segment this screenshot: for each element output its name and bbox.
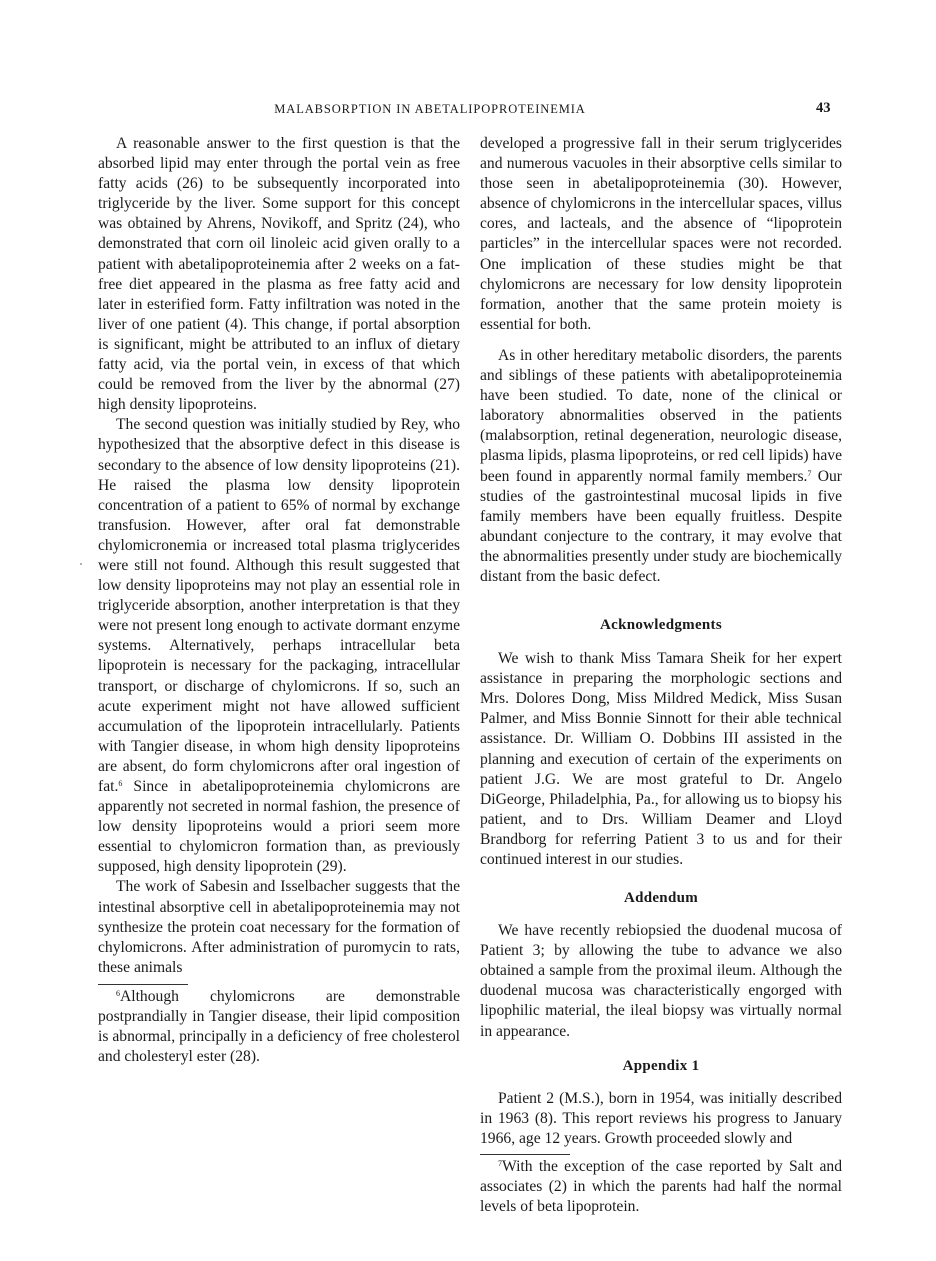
margin-mark (80, 563, 82, 565)
running-head: MALABSORPTION IN ABETALIPOPROTEINEMIA (274, 102, 586, 116)
footnote-rule-right (480, 1154, 570, 1155)
left-paragraph-1: A reasonable answer to the first question is that the absorbed lipid may enter through the portal vein as free fatty acids (26) to be subsequently incorporated into triglyceride by the liver. Some support for this concept was obtained by Ahrens, Novikoff, and Spritz (24), who demonstrated that corn oil linoleic acid given orally to a patient with abetalipoproteinemia after 2 weeks on a fat-free diet appeared in the plasma as free fatty acid and later in esterified form. Fatty infiltration was noted in the liver of one patient (4). This change, if portal absorption is significant, might be attributed to an influx of dietary fatty acid, via the portal vein, in excess of that which could be removed from the liver by the abnormal (27) high density lipoproteins. (98, 135, 460, 414)
footnote-6-text: Although chylomicrons are demonstrable postprandially in Tangier disease, their lipid composition is abnormal, principally in a deficiency of free cholesterol and cholesteryl ester (28). (98, 987, 460, 1066)
acknowledgments-heading: Acknowledgments (599, 617, 722, 634)
appendix-heading: Appendix 1 (622, 1057, 700, 1074)
footnote-ref-6: 6 (118, 779, 123, 788)
left-paragraph-2-continued: Since in abetalipoproteinemia chylomicrons are apparently not secreted in normal fashion, the presence of low density lipoproteins would a priori seem more essential to chylomicron formation than, as previously supposed, high density lipoprotein (29). (98, 778, 460, 876)
footnote-6-marker: 6 (116, 988, 120, 998)
right-column (480, 134, 842, 1217)
footnote-7-marker: 7 (498, 1158, 502, 1168)
acknowledgments-text: We wish to thank Miss Tamara Sheik for her expert assistance in preparing the morphologic sections and Mrs. Dolores Dong, Miss Mildred Medick, Miss Susan Palmer, and Miss Bonnie Sinnott for their able technical assistance. Dr. William O. Dobbins III assisted in the planning and execution of certain of the experiments on patient J.G. We are most grateful to Dr. Angelo DiGeorge, Philadelphia, Pa., for allowing us to biopsy his patient, and to Drs. William Deamer and Lloyd Brandborg for referring Patient 3 to us and for their continued interest in our studies. (480, 650, 842, 868)
right-paragraph-2-continued: Our studies of the gastrointestinal mucosal lipids in five family members have been equally fruitless. Despite abundant conjecture to the contrary, it may evolve that the abnormalities presently under study are biochemically distant from the basic defect. (480, 467, 842, 585)
footnote-7-text: With the exception of the case reported by Salt and associates (2) in which the parents had half the normal levels of beta lipoprotein. (480, 1157, 842, 1216)
addendum-text: We have recently rebiopsied the duodenal mucosa of Patient 3; by allowing the tube to advance we also obtained a sample from the proximal ileum. Although the duodenal mucosa was characteristically engorged with lipophilic material, the ileal biopsy was virtually normal in appearance. (480, 922, 842, 1040)
appendix-text: Patient 2 (M.S.), born in 1954, was initially described in 1963 (8). This report reviews his progress to January 1966, age 12 years. Growth proceeded slowly and (480, 1089, 842, 1147)
page-number: 43 (816, 100, 831, 116)
footnote-rule (98, 984, 188, 985)
right-paragraph-2 (480, 346, 842, 587)
right-paragraph-2-text: As in other hereditary metabolic disorders, the parents and siblings of these patients with abetalipoproteinemia have been studied. To date, none of the clinical or laboratory abnormalities observed in the patients (malabsorption, retinal degeneration, neurologic disease, plasma lipids, plasma lipoproteins, or red cell lipids) have been found in apparently normal family members. (480, 346, 842, 485)
footnote-6 (98, 987, 460, 1067)
left-paragraph-3: The work of Sabesin and Isselbacher suggests that the intestinal absorptive cell in abetalipoproteinemia may not synthesize the protein coat necessary for the formation of chylomicrons. After administration of puromycin to rats, these animals (98, 878, 460, 976)
footnote-7 (480, 1157, 842, 1217)
right-paragraph-1: developed a progressive fall in their serum triglycerides and numerous vacuoles in their absorptive cells similar to those seen in abetalipoproteinemia (30). However, absence of chylomicrons in the intercellular spaces, villus cores, and lacteals, and the absence of “lipoprotein particles” in the intercellular spaces were not recorded. One implication of these studies might be that chylomicrons are necessary for low density lipoprotein formation, another that the same protein moiety is essential for both. (480, 135, 842, 333)
left-column (98, 134, 460, 1067)
footnote-ref-7: 7 (807, 468, 812, 478)
left-paragraph-2-text: The second question was initially studied by Rey, who hypothesized that the absorptive defect in this disease is secondary to the absence of low density lipoproteins (21). He raised the plasma low density lipoprotein concentration of a patient to 65% of normal by exchange transfusion. However, after oral fat demonstrable chylomicronemia or increased total plasma triglycerides were still not found. Although this result suggested that low density lipoproteins may not play an essential role in triglyceride absorption, another interpretation is that they were not present long enough to activate dormant enzyme systems. Alternatively, perhaps intracellular beta lipoprotein is necessary for the packaging, intracellular transport, or discharge of chylomicrons. If so, such an acute experiment might not have allowed sufficient accumulation of the lipoprotein intracellularly. Patients with Tangier disease, in whom high density lipoproteins are absent, do form chylomicrons after oral ingestion of fat. (98, 416, 460, 795)
addendum-heading: Addendum (623, 890, 699, 907)
left-paragraph-2 (98, 415, 460, 877)
